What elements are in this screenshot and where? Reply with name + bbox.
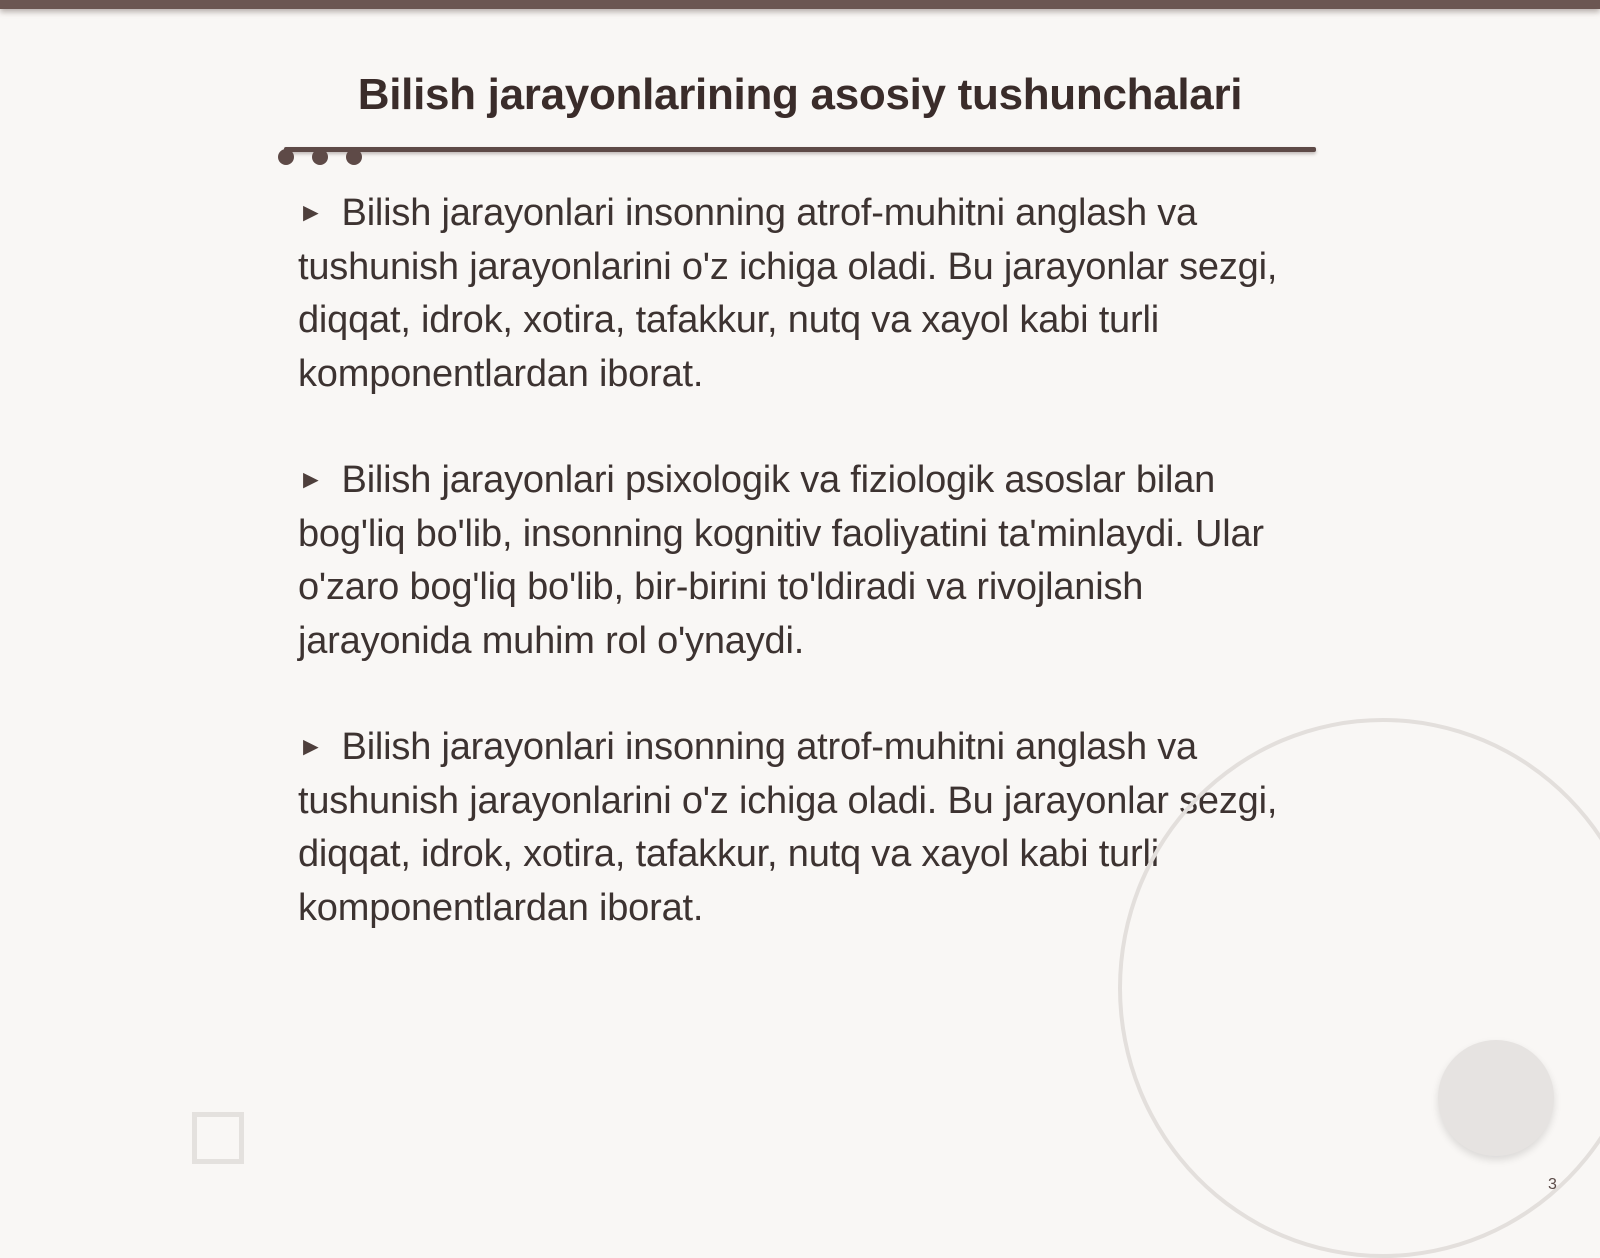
bullet-text: Bilish jarayonlari insonning atrof-muhitni anglash va tushunish jarayonlarini o'z ichiga oladi. Bu jarayonlar sezgi, diqqat, idrok, xotira, tafakkur, nutq va xayol kabi turli komponentlardan iborat. (298, 192, 1278, 395)
bullet-item (298, 453, 1308, 668)
triangle-bullet-icon: ► (298, 197, 324, 227)
triangle-bullet-icon: ► (298, 464, 324, 494)
triangle-bullet-icon: ► (298, 731, 324, 761)
decorative-dot (346, 149, 362, 165)
title-underline (284, 147, 1316, 152)
decorative-dot (312, 149, 328, 165)
slide-title: Bilish jarayonlarining asosiy tushunchalari (357, 70, 1243, 119)
decorative-square (192, 1112, 244, 1164)
decorative-dot (278, 149, 294, 165)
page-number: 3 (1548, 1176, 1557, 1193)
bullet-text: Bilish jarayonlari insonning atrof-muhitni anglash va tushunish jarayonlarini o'z ichiga oladi. Bu jarayonlar sezgi, diqqat, idrok, xotira, tafakkur, nutq va xayol kabi turli komponentlardan iborat. (298, 726, 1278, 929)
decorative-disc (1438, 1040, 1554, 1156)
bullet-text: Bilish jarayonlari psixologik va fiziologik asoslar bilan bog'liq bo'lib, insonning kognitiv faoliyatini ta'minlaydi. Ular o'zaro bog'liq bo'lib, bir-birini to'ldiradi va rivojlanish jarayonida muhim rol o'ynaydi. (298, 459, 1264, 662)
bullet-item (298, 186, 1308, 401)
top-accent-bar (0, 0, 1600, 9)
